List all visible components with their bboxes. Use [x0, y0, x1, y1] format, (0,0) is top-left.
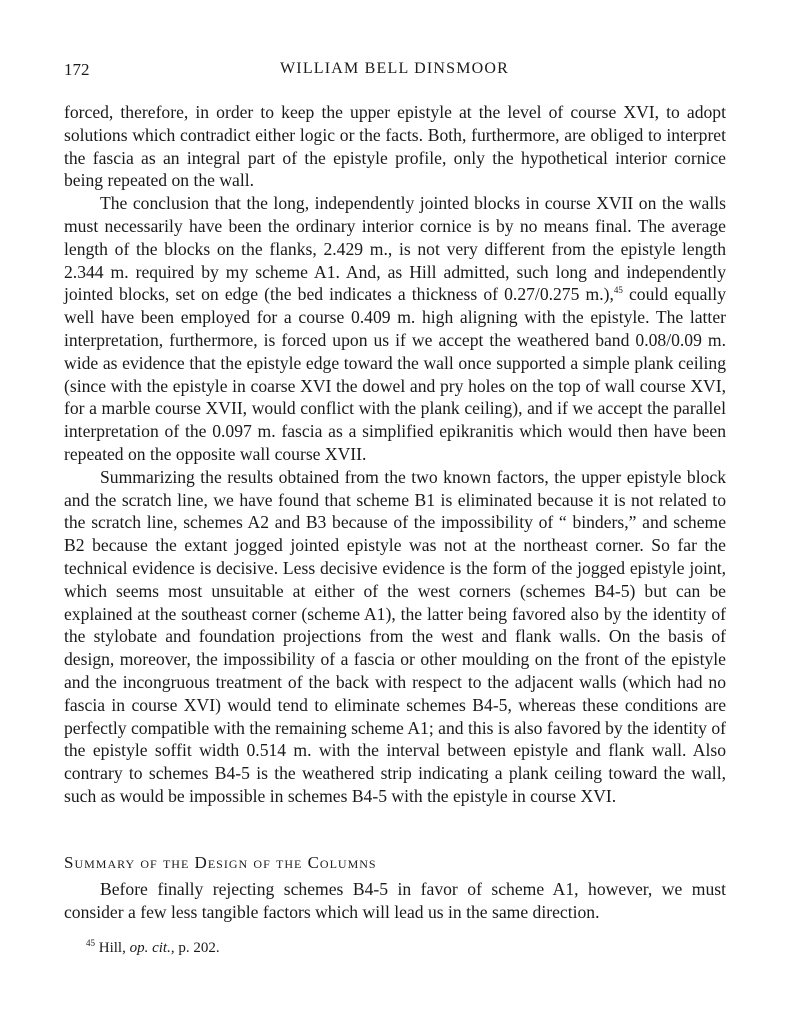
page-number: 172 — [64, 60, 90, 79]
section-body — [64, 878, 726, 924]
footnote-reference[interactable]: 45 — [613, 285, 623, 296]
running-head: WILLIAM BELL DINSMOOR — [279, 60, 510, 77]
section-heading: Summary of the Design of the Columns — [64, 853, 377, 872]
paragraph-2 — [64, 192, 726, 466]
page-header — [64, 60, 725, 84]
paragraph-1: forced, therefore, in order to keep the upper epistyle at the level of course XVI, to adopt solutions which contradict either logic or the facts. Both, furthermore, are obliged to interpret the fascia as an integral part of the epistyle profile, only the hypothetical interior cornice being repeated on the wall. — [64, 102, 726, 191]
paragraph-2-text-after: could equally well have been employed for a course 0.409 m. high aligning with the epistyle. The latter interpretation, furthermore, is forced upon us if we accept the weathered band 0.08/0.09 m. wide as evidence that the epistyle edge toward the wall once supported a simple plank ceiling (since with the epistyle in coarse XVI the dowel and pry holes on the top of wall course XVI, for a marble course XVII, would conflict with the plank ceiling), and if we accept the parallel interpretation of the 0.097 m. fascia as a simplified epikranitis which would then have been repeated on the opposite wall course XVII. — [64, 284, 726, 464]
footnote-page: , p. 202. — [170, 940, 220, 956]
footnote-author: Hill, — [98, 940, 130, 956]
footnote-abbrev: op. cit. — [129, 940, 171, 956]
paragraph-2-text-before: The conclusion that the long, independently jointed blocks in course XVII on the walls must necessarily have been the ordinary interior cornice is by no means final. The average length of the blocks on the flanks, 2.429 m., is not very different from the epistyle length 2.344 m. required by my scheme A1. And, as Hill admitted, such long and independently jointed blocks, set on edge (the bed indicates a thickness of 0.27/0.275 m.), — [64, 193, 726, 305]
footnote-number: 45 — [86, 938, 95, 948]
section-paragraph: Before finally rejecting schemes B4-5 in favor of scheme A1, however, we must consider a few less tangible factors which will lead us in the same direction. — [64, 879, 726, 922]
footnote-text — [99, 940, 220, 956]
body-text — [64, 101, 726, 808]
footnote — [86, 940, 220, 957]
paragraph-3: Summarizing the results obtained from the two known factors, the upper epistyle block and the scratch line, we have found that scheme B1 is eliminated because it is not related to the scratch line, schemes A2 and B3 because of the impossibility of “ binders,” and scheme B2 because the extant jogged jointed epistyle was not at the northeast corner. So far the technical evidence is decisive. Less decisive evidence is the form of the jogged epistyle joint, which seems most unsuitable at either of the west corners (schemes B4-5) but can be explained at the southeast corner (scheme A1), the latter being favored also by the identity of the stylobate and foundation projections from the west and flank walls. On the basis of design, moreover, the impossibility of a fascia or other moulding on the front of the epistyle and the incongruous treatment of the back with respect to the adjacent walls (which had no fascia in course XVI) would tend to eliminate schemes B4-5, whereas these conditions are perfectly compatible with the remaining scheme A1; and this is also favored by the identity of the epistyle soffit width 0.514 m. with the interval between epistyle and flank wall. Also contrary to schemes B4-5 is the weathered strip indicating a plank ceiling toward the wall, such as would be impossible in schemes B4-5 with the epistyle in course XVI. — [64, 466, 726, 806]
